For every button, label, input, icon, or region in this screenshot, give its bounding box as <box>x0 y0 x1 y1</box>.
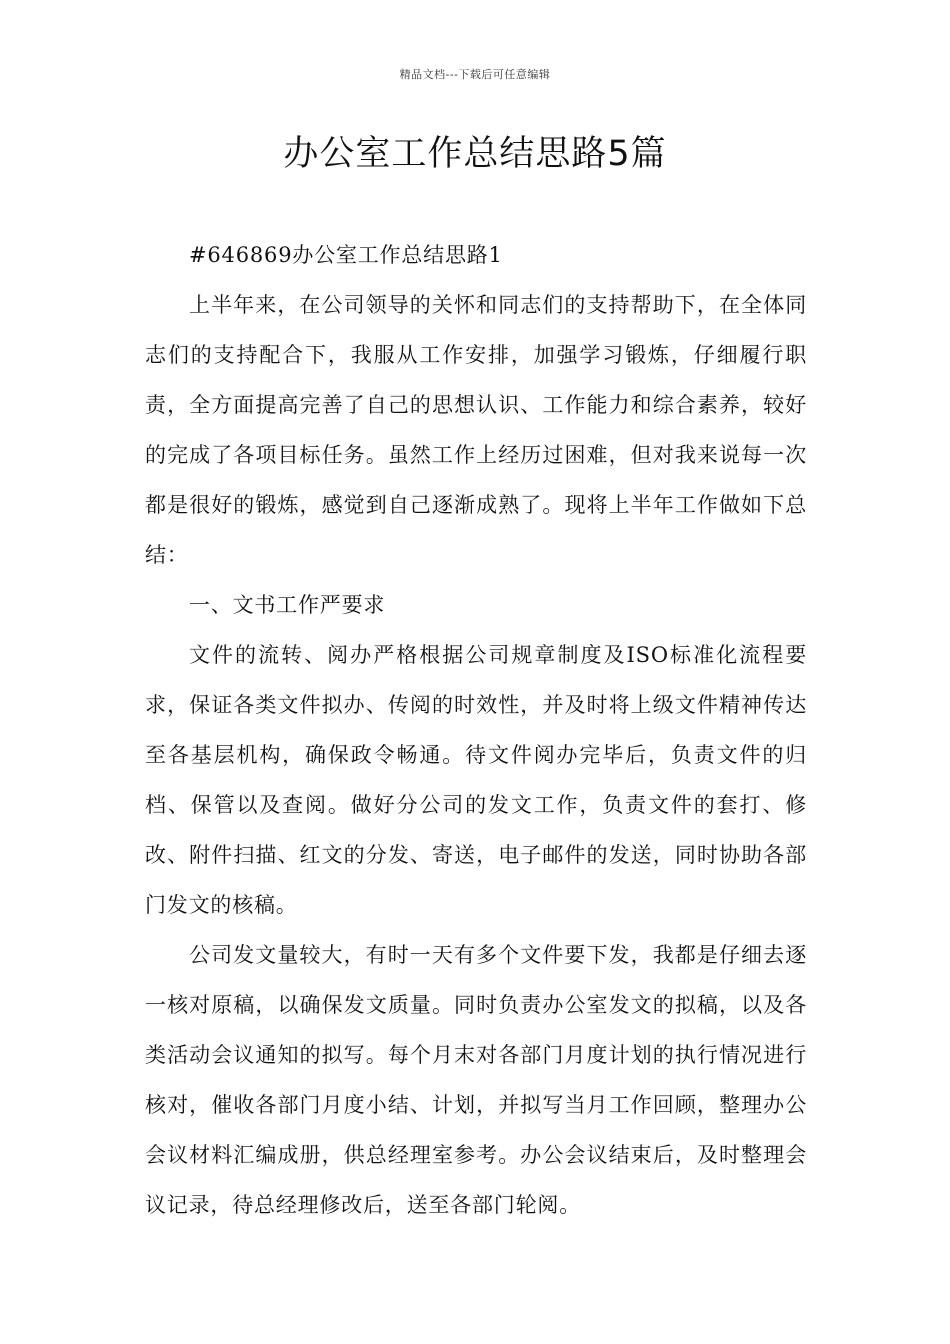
subsection-heading: 一、文书工作严要求 <box>189 593 386 617</box>
document-title: 办公室工作总结思路5篇 <box>283 134 667 174</box>
section-heading: #646869办公室工作总结思路1 <box>189 243 503 267</box>
body-paragraph: 公司发文量较大，有时一天有多个文件要下发，我都是仔细去逐一核对原稿，以确保发文质量。同时负责办公室发文的拟稿，以及各类活动会议通知的拟写。每个月末对各部门月度计划的执行情况进行核对，催收各部门月度小结、计划，并拟写当月工作回顾，整理办公会议材料汇编成册，供总经理室参考。办公会议结束后，及时整理会议记录，待总经理修改后，送至各部门轮阅。 <box>145 943 807 1217</box>
body-paragraph: 上半年来，在公司领导的关怀和同志们的支持帮助下，在全体同志们的支持配合下，我服从工作安排，加强学习锻炼，仔细履行职责，全方面提高完善了自己的思想认识、工作能力和综合素养，较好的完成了各项目标任务。虽然工作上经历过困难，但对我来说每一次都是很好的锻炼，感觉到自己逐渐成熟了。现将上半年工作做如下总结： <box>145 293 807 567</box>
header-note: 精品文档---下载后可任意编辑 <box>399 68 551 81</box>
document-body <box>145 230 807 1230</box>
body-paragraph: 文件的流转、阅办严格根据公司规章制度及ISO标准化流程要求，保证各类文件拟办、传阅的时效性，并及时将上级文件精神传达至各基层机构，确保政令畅通。待文件阅办完毕后，负责文件的归档、保管以及查阅。做好分公司的发文工作，负责文件的套打、修改、附件扫描、红文的分发、寄送，电子邮件的发送，同时协助各部门发文的核稿。 <box>145 643 807 917</box>
